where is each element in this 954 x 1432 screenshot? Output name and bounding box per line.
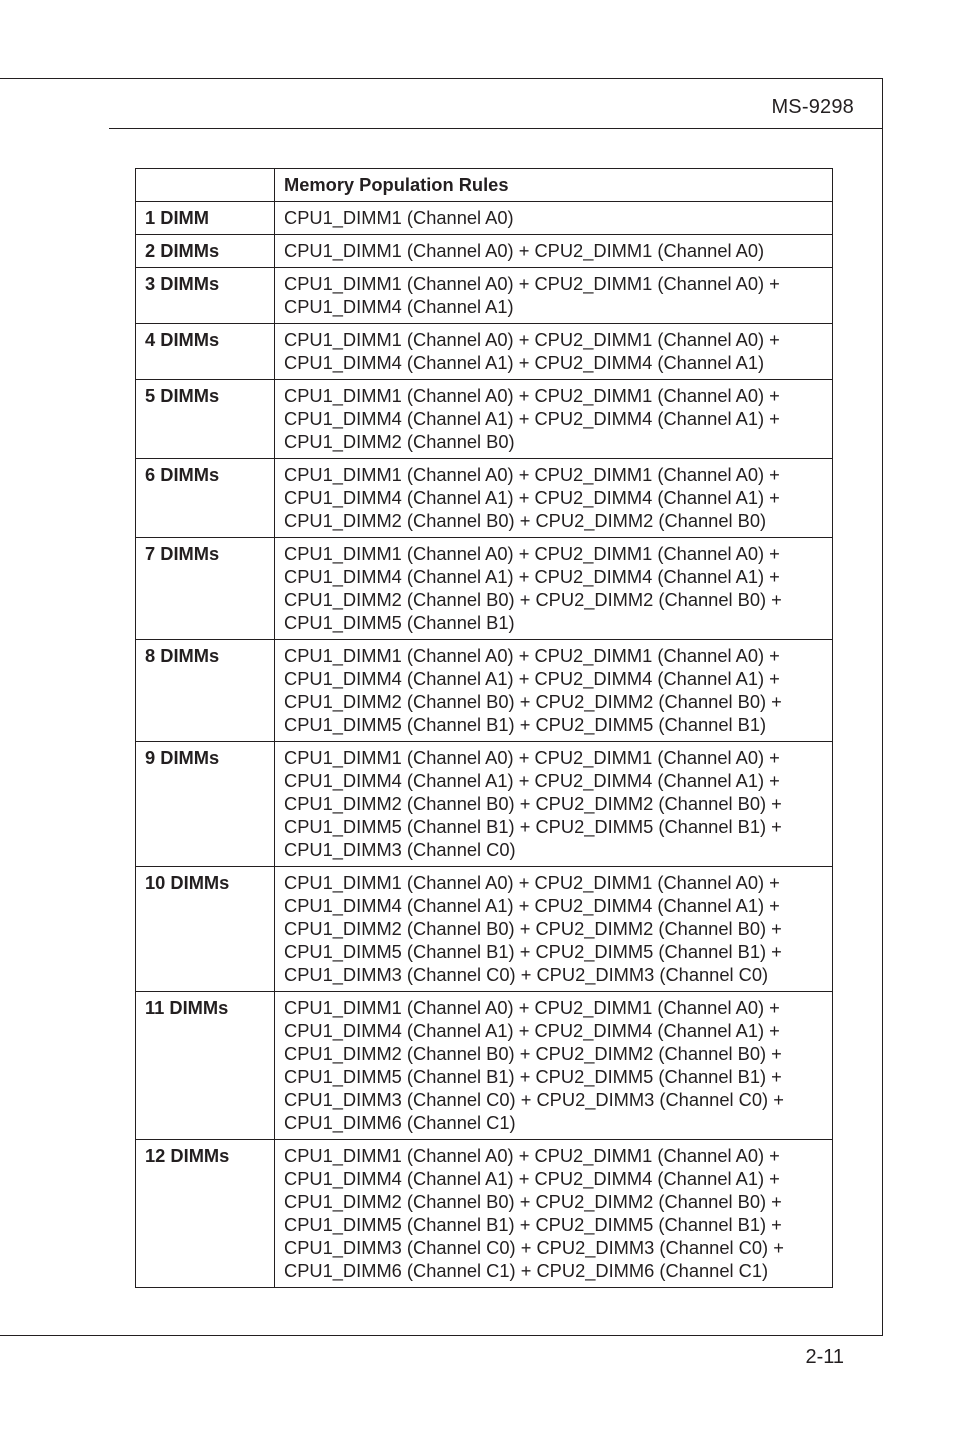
dimm-count-label: 3 DIMMs bbox=[136, 268, 275, 324]
table-row bbox=[136, 867, 833, 992]
header-rule bbox=[109, 128, 883, 129]
population-rule: CPU1_DIMM1 (Channel A0) + CPU2_DIMM1 (Channel A0) + CPU1_DIMM4 (Channel A1) + CPU2_DIMM4 (Channel A1) + CPU1_DIMM2 (Channel B0) + CPU2_DIMM2 (Channel B0) + CPU1_DIMM5 (Channel B1) + CPU2_DIMM5 (Channel B1) + CPU1_DIMM3 (Channel C0) bbox=[275, 742, 833, 867]
dimm-count-label: 2 DIMMs bbox=[136, 235, 275, 268]
population-rule: CPU1_DIMM1 (Channel A0) + CPU2_DIMM1 (Channel A0) + CPU1_DIMM4 (Channel A1) + CPU2_DIMM4 (Channel A1) + CPU1_DIMM2 (Channel B0) bbox=[275, 380, 833, 459]
table-row bbox=[136, 459, 833, 538]
table-header-row bbox=[136, 169, 833, 202]
dimm-count-label: 6 DIMMs bbox=[136, 459, 275, 538]
dimm-count-label: 5 DIMMs bbox=[136, 380, 275, 459]
population-rule: CPU1_DIMM1 (Channel A0) + CPU2_DIMM1 (Channel A0) + CPU1_DIMM4 (Channel A1) bbox=[275, 268, 833, 324]
top-rule bbox=[0, 78, 883, 79]
dimm-count-label: 10 DIMMs bbox=[136, 867, 275, 992]
table-row bbox=[136, 268, 833, 324]
table-row bbox=[136, 742, 833, 867]
table-row bbox=[136, 380, 833, 459]
population-rule: CPU1_DIMM1 (Channel A0) + CPU2_DIMM1 (Channel A0) + CPU1_DIMM4 (Channel A1) + CPU2_DIMM4 (Channel A1) + CPU1_DIMM2 (Channel B0) + CPU2_DIMM2 (Channel B0) bbox=[275, 459, 833, 538]
table-row bbox=[136, 538, 833, 640]
dimm-count-label: 7 DIMMs bbox=[136, 538, 275, 640]
dimm-count-label: 9 DIMMs bbox=[136, 742, 275, 867]
population-rule: CPU1_DIMM1 (Channel A0) + CPU2_DIMM1 (Channel A0) + CPU1_DIMM4 (Channel A1) + CPU2_DIMM4 (Channel A1) + CPU1_DIMM2 (Channel B0) + CPU2_DIMM2 (Channel B0) + CPU1_DIMM5 (Channel B1) bbox=[275, 538, 833, 640]
population-rule: CPU1_DIMM1 (Channel A0) + CPU2_DIMM1 (Channel A0) + CPU1_DIMM4 (Channel A1) + CPU2_DIMM4 (Channel A1) + CPU1_DIMM2 (Channel B0) + CPU2_DIMM2 (Channel B0) + CPU1_DIMM5 (Channel B1) + CPU2_DIMM5 (Channel B1) + CPU1_DIMM3 (Channel C0) + CPU2_DIMM3 (Channel C0) bbox=[275, 867, 833, 992]
dimm-count-label: 4 DIMMs bbox=[136, 324, 275, 380]
table-row bbox=[136, 992, 833, 1140]
population-rule: CPU1_DIMM1 (Channel A0) + CPU2_DIMM1 (Channel A0) bbox=[275, 235, 833, 268]
table-row bbox=[136, 324, 833, 380]
dimm-count-label: 12 DIMMs bbox=[136, 1140, 275, 1288]
population-rule: CPU1_DIMM1 (Channel A0) + CPU2_DIMM1 (Channel A0) + CPU1_DIMM4 (Channel A1) + CPU2_DIMM4 (Channel A1) + CPU1_DIMM2 (Channel B0) + CPU2_DIMM2 (Channel B0) + CPU1_DIMM5 (Channel B1) + CPU2_DIMM5 (Channel B1) bbox=[275, 640, 833, 742]
population-rule: CPU1_DIMM1 (Channel A0) + CPU2_DIMM1 (Channel A0) + CPU1_DIMM4 (Channel A1) + CPU2_DIMM4 (Channel A1) bbox=[275, 324, 833, 380]
bottom-rule bbox=[0, 1335, 883, 1336]
population-rule: CPU1_DIMM1 (Channel A0) bbox=[275, 202, 833, 235]
dimm-count-label: 8 DIMMs bbox=[136, 640, 275, 742]
table-row bbox=[136, 202, 833, 235]
dimm-count-label: 11 DIMMs bbox=[136, 992, 275, 1140]
table-row bbox=[136, 640, 833, 742]
column-header: Memory Population Rules bbox=[275, 169, 833, 202]
memory-population-table bbox=[135, 168, 833, 1288]
table-row bbox=[136, 235, 833, 268]
table-row bbox=[136, 1140, 833, 1288]
population-rule: CPU1_DIMM1 (Channel A0) + CPU2_DIMM1 (Channel A0) + CPU1_DIMM4 (Channel A1) + CPU2_DIMM4 (Channel A1) + CPU1_DIMM2 (Channel B0) + CPU2_DIMM2 (Channel B0) + CPU1_DIMM5 (Channel B1) + CPU2_DIMM5 (Channel B1) + CPU1_DIMM3 (Channel C0) + CPU2_DIMM3 (Channel C0) + CPU1_DIMM6 (Channel C1) + CPU2_DIMM6 (Channel C1) bbox=[275, 1140, 833, 1288]
population-rule: CPU1_DIMM1 (Channel A0) + CPU2_DIMM1 (Channel A0) + CPU1_DIMM4 (Channel A1) + CPU2_DIMM4 (Channel A1) + CPU1_DIMM2 (Channel B0) + CPU2_DIMM2 (Channel B0) + CPU1_DIMM5 (Channel B1) + CPU2_DIMM5 (Channel B1) + CPU1_DIMM3 (Channel C0) + CPU2_DIMM3 (Channel C0) + CPU1_DIMM6 (Channel C1) bbox=[275, 992, 833, 1140]
page-number: 2-11 bbox=[805, 1346, 844, 1368]
right-margin-rule bbox=[882, 78, 883, 1336]
dimm-count-label: 1 DIMM bbox=[136, 202, 275, 235]
table-corner-cell bbox=[136, 169, 275, 202]
model-number: MS-9298 bbox=[771, 96, 854, 118]
